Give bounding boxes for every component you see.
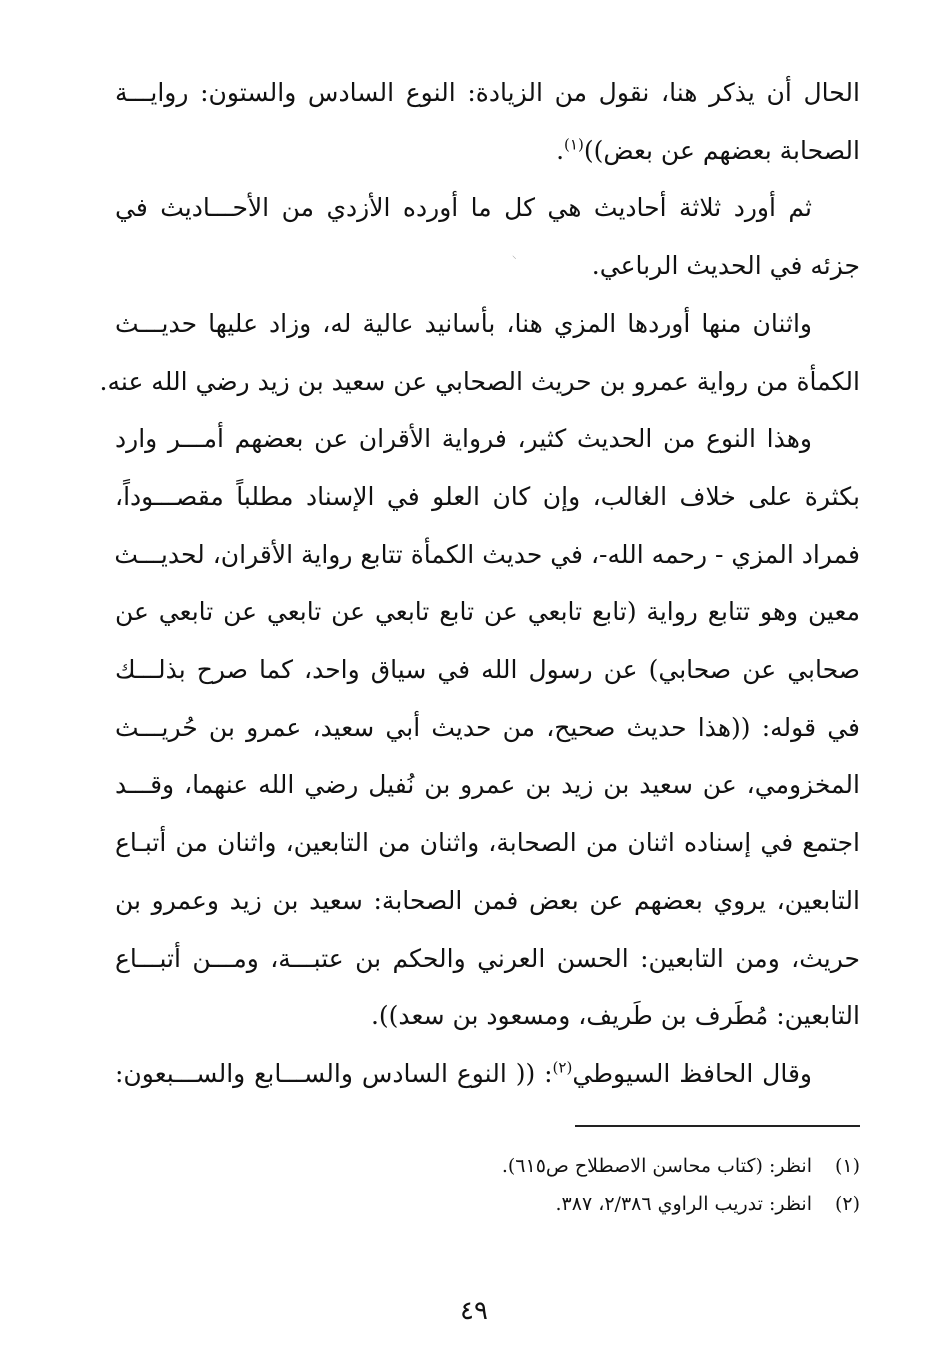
text-fragment: : (( النوع السادس والســـابع والســـبعون:	[115, 1058, 553, 1088]
text-line: صحابي عن صحابي) عن رسول الله في سياق واحد، كما صرح بذلـــك	[115, 655, 860, 685]
footnote-number: (١)	[834, 1155, 860, 1177]
text-line: التابعين: مُطَرف بن طَريف، ومسعود بن سعد)).	[370, 1001, 860, 1031]
footnote-ref-1[interactable]: (١)	[564, 135, 584, 154]
footnote-text: انظر: (كتاب محاسن الاصطلاح ص٦١٥).	[501, 1155, 812, 1177]
page-number: ٤٩	[460, 1296, 488, 1326]
text-line: المخزومي، عن سعيد بن زيد بن عمرو بن نُفيل رضي الله عنهما، وقـــد	[115, 770, 860, 800]
text-line: التابعين، يروي بعضهم عن بعض فمن الصحابة: سعيد بن زيد وعمرو بن	[115, 885, 860, 915]
footnote-text: انظر: تدريب الراوي ٢/٣٨٦، ٣٨٧.	[555, 1193, 812, 1215]
text-line: ثم أورد ثلاثة أحاديث هي كل ما أورده الأزدي من الأحـــاديث في	[115, 193, 812, 223]
text-line: واثنان منها أوردها المزي هنا، بأسانيد عالية له، وزاد عليها حديـــث	[115, 308, 812, 338]
text-line: الحال أن يذكر هنا، نقول من الزيادة: النوع السادس والستون: روايـــة	[115, 78, 860, 107]
text-line: فمراد المزي - رحمه الله-، في حديث الكمأة تتابع رواية الأقران، لحديـــث	[114, 539, 860, 569]
footnote-ref-2[interactable]: (٢)	[552, 1058, 573, 1077]
text-line: بكثرة على خلاف الغالب، وإن كان العلو في الإسناد مطلباً مقصـــوداً،	[115, 481, 860, 511]
text-line: حريث، ومن التابعين: الحسن العرني والحكم بن عتبـــة، ومـــن أتبـــاع	[115, 943, 860, 973]
text-line	[115, 122, 860, 180]
text-line: معين وهو تتابع رواية (تابع تابعي عن تابع تابعي عن تابعي عن تابعي عن	[115, 597, 860, 627]
paragraph-4	[115, 410, 860, 1045]
text-line	[115, 1045, 860, 1103]
footnote-separator	[575, 1125, 860, 1127]
text-line: الكمأة من رواية عمرو بن حريث الصحابي عن سعيد بن زيد رضي الله عنه.	[99, 366, 860, 396]
paragraph-1	[115, 64, 860, 179]
paragraph-3	[99, 295, 860, 410]
text-fragment: الصحابة بعضهم عن بعض))	[583, 135, 860, 165]
text-line: اجتمع في إسناده اثنان من الصحابة، واثنان من التابعين، واثنان من أتبـاع	[115, 828, 860, 858]
footnotes	[115, 1147, 860, 1223]
text-line: جزئه في الحديث الرباعي.	[591, 251, 860, 281]
main-text	[99, 64, 860, 1103]
footnote-1	[115, 1147, 860, 1185]
text-line: وهذا النوع من الحديث كثير، فرواية الأقران عن بعضهم أمـــر وارد	[115, 424, 812, 454]
scan-speck: ⸌	[512, 255, 517, 265]
text-fragment: وقال الحافظ السيوطي	[572, 1058, 812, 1088]
paragraph-2	[115, 179, 860, 294]
paragraph-5	[115, 1045, 860, 1103]
footnote-number: (٢)	[834, 1193, 860, 1215]
text-line: في قوله: ((هذا حديث صحيح، من حديث أبي سعيد، عمرو بن حُريـــث	[115, 712, 860, 742]
footnote-2	[115, 1185, 860, 1223]
text-fragment: .	[556, 135, 565, 165]
